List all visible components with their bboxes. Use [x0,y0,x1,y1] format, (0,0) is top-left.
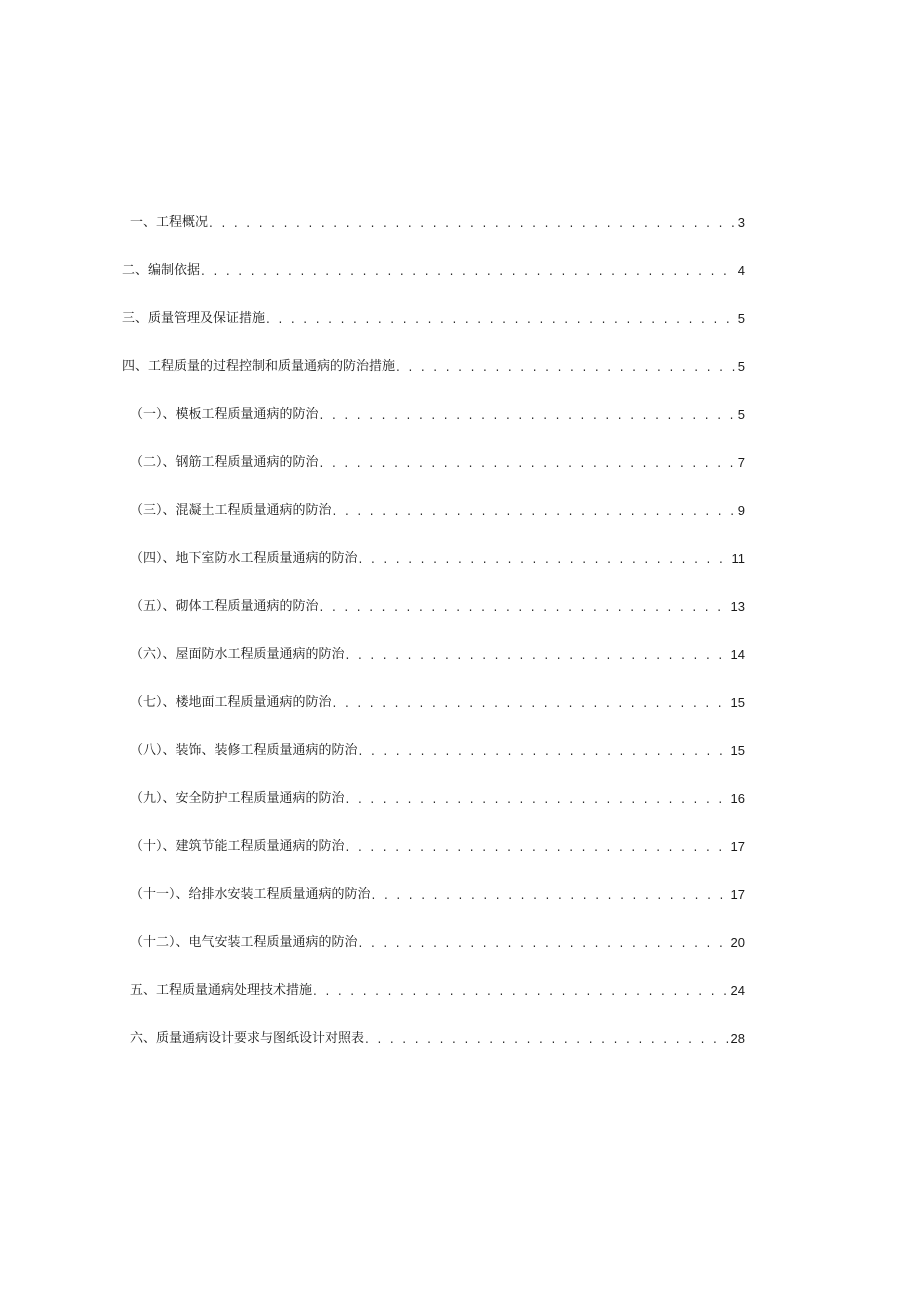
toc-entry-basement-waterproofing[interactable] [122,538,745,586]
toc-dot-leader [346,839,729,855]
toc-entry-page-number: 14 [730,647,745,662]
toc-entry-page-number: 11 [731,551,745,566]
toc-entry-label: （十一）、给排水安装工程质量通病的防治 [130,887,371,902]
toc-entry-label: （十）、建筑节能工程质量通病的防治 [130,839,345,854]
toc-entry-energy-saving[interactable] [122,826,745,874]
toc-entry-label: 二、编制依据 [122,263,201,278]
toc-entry-page-number: 17 [730,887,745,902]
toc-entry-label: 六、质量通病设计要求与图纸设计对照表 [130,1031,365,1046]
toc-dot-leader [359,551,730,567]
toc-entry-label: （二）、钢筋工程质量通病的防治 [130,455,319,470]
toc-dot-leader [365,1031,729,1047]
toc-dot-leader [359,935,729,951]
toc-entry-treatment-measures[interactable] [122,970,745,1018]
toc-dot-leader [320,455,736,471]
toc-dot-leader [313,983,729,999]
toc-entry-label: （一）、模板工程质量通病的防治 [130,407,319,422]
toc-entry-label: （十二）、电气安装工程质量通病的防治 [130,935,358,950]
toc-entry-electrical[interactable] [122,922,745,970]
toc-entry-engineering-overview[interactable] [122,202,745,250]
toc-dot-leader [396,359,736,375]
toc-entry-label: （三）、混凝土工程质量通病的防治 [130,503,332,518]
toc-dot-leader [266,311,736,327]
toc-entry-page-number: 15 [730,695,745,710]
toc-entry-label: 四、工程质量的过程控制和质量通病的防治措施 [122,359,396,374]
toc-entry-plumbing[interactable] [122,874,745,922]
toc-dot-leader [201,263,736,279]
toc-entry-label: 五、工程质量通病处理技术措施 [130,983,313,998]
toc-entry-floor[interactable] [122,682,745,730]
toc-entry-label: 三、质量管理及保证措施 [122,311,266,326]
table-of-contents [122,202,745,1066]
toc-dot-leader [346,647,729,663]
toc-entry-label: （八）、装饰、装修工程质量通病的防治 [130,743,358,758]
toc-dot-leader [359,743,729,759]
toc-dot-leader [372,887,729,903]
toc-entry-label: （五）、砌体工程质量通病的防治 [130,599,319,614]
toc-entry-page-number: 4 [737,263,745,278]
toc-entry-page-number: 7 [737,455,745,470]
toc-dot-leader [333,695,729,711]
toc-entry-page-number: 16 [730,791,745,806]
toc-entry-label: 一、工程概况 [130,215,209,230]
toc-entry-page-number: 28 [730,1031,745,1046]
toc-dot-leader [320,407,736,423]
toc-entry-page-number: 24 [730,983,745,998]
toc-dot-leader [346,791,729,807]
toc-entry-page-number: 5 [737,311,745,326]
toc-entry-concrete[interactable] [122,490,745,538]
toc-entry-safety-protection[interactable] [122,778,745,826]
toc-dot-leader [320,599,729,615]
toc-dot-leader [333,503,736,519]
toc-entry-page-number: 5 [737,407,745,422]
toc-entry-page-number: 5 [737,359,745,374]
toc-entry-page-number: 17 [730,839,745,854]
toc-entry-label: （四）、地下室防水工程质量通病的防治 [130,551,358,566]
toc-entry-page-number: 3 [737,215,745,230]
toc-entry-page-number: 9 [737,503,745,518]
toc-entry-compilation-basis[interactable] [122,250,745,298]
toc-dot-leader [209,215,736,231]
toc-entry-design-comparison-table[interactable] [122,1018,745,1066]
toc-entry-rebar[interactable] [122,442,745,490]
toc-entry-label: （九）、安全防护工程质量通病的防治 [130,791,345,806]
toc-entry-page-number: 13 [730,599,745,614]
toc-entry-label: （七）、楼地面工程质量通病的防治 [130,695,332,710]
toc-entry-label: （六）、屋面防水工程质量通病的防治 [130,647,345,662]
toc-entry-roof-waterproofing[interactable] [122,634,745,682]
toc-entry-decoration[interactable] [122,730,745,778]
toc-entry-page-number: 20 [730,935,745,950]
toc-entry-page-number: 15 [730,743,745,758]
toc-entry-masonry[interactable] [122,586,745,634]
toc-entry-quality-management[interactable] [122,298,745,346]
toc-entry-process-control[interactable] [122,346,745,394]
toc-entry-formwork[interactable] [122,394,745,442]
